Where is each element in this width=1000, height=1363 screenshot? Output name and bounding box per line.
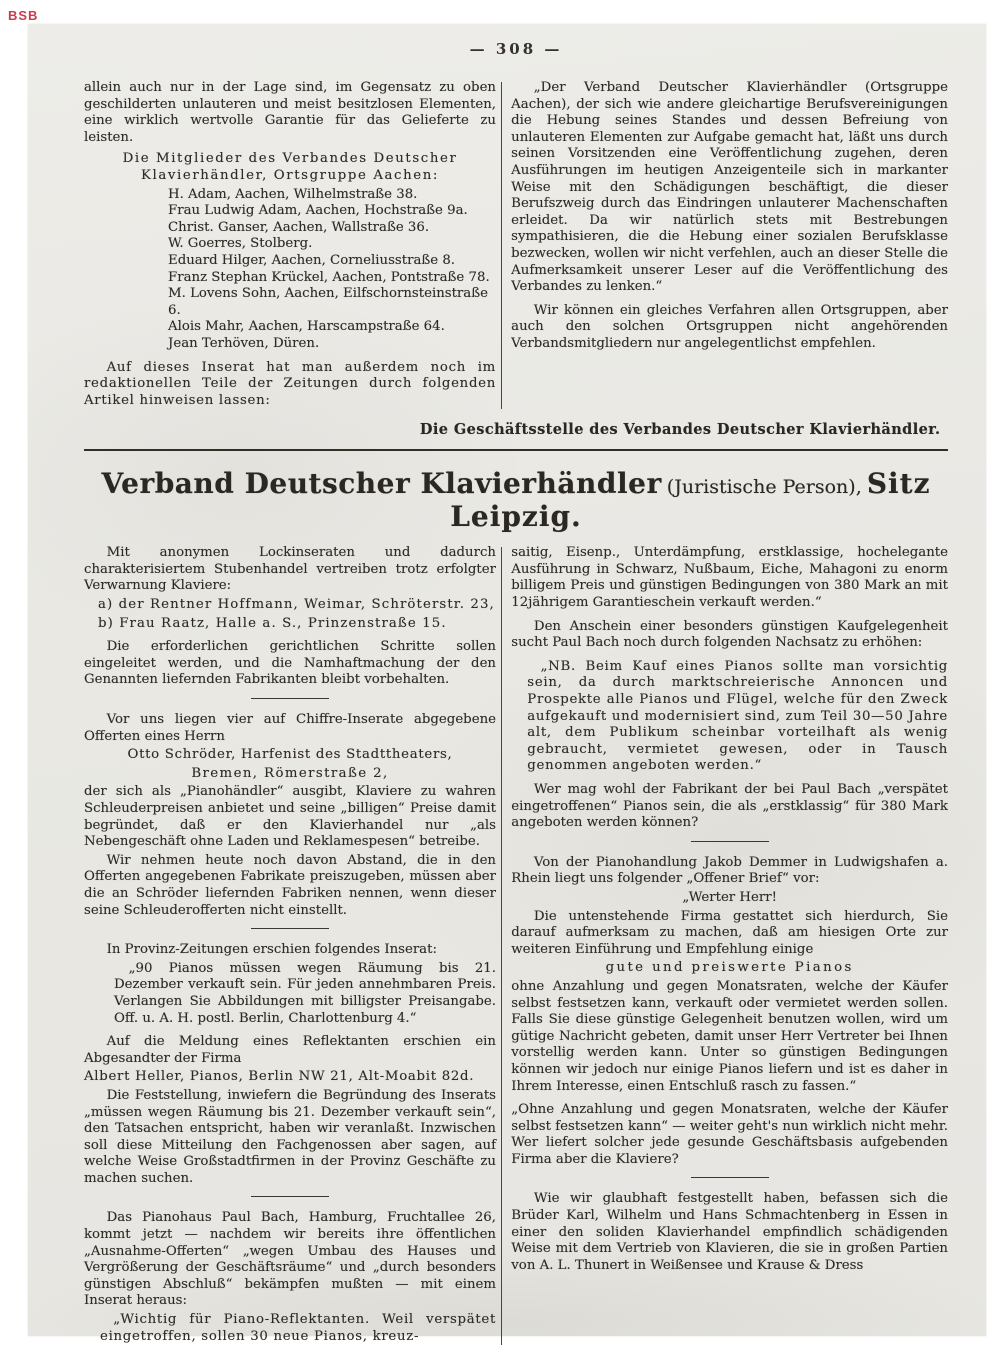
- member-entry: Franz Stephan Krückel, Aachen, Pontstraße 78.: [168, 269, 490, 285]
- article-title-sub: (Juristische Person),: [666, 476, 862, 499]
- quoted-advert: „Wichtig für Piano-Reflektanten. Weil verspätet eingetroffen, sollen 30 neue Pianos, kreuz-: [100, 1312, 496, 1344]
- member-entry: W. Goerres, Stolberg.: [168, 236, 313, 252]
- paragraph: Von der Pianohandlung Jakob Demmer in Ludwigshafen a. Rhein liegt uns folgender „Offener Brief“ vor:: [511, 854, 948, 887]
- centered-line: Otto Schröder, Harfenist des Stadttheaters,: [127, 747, 453, 763]
- paragraph: Das Pianohaus Paul Bach, Hamburg, Fruchtallee 26, kommt jetzt — nachdem wir bereits ihre öffentlichen „Ausnahme-Offerten“ „wegen Umbau des Hauses und Vergrößerung der Geschäftsräume“ und „durch besonders günstigen Abschluß“ bekämpfen mußten — mit einem Inserat heraus:: [84, 1210, 496, 1309]
- intro-section: [84, 80, 948, 411]
- article-right-column: [511, 545, 948, 1347]
- members-heading: Die Mitglieder des Verbandes Deutscher Klavierhändler, Ortsgruppe Aachen:: [122, 151, 458, 183]
- paragraph: Auf dieses Inserat hat man außerdem noch im redaktionellen Teile der Zeitungen durch folgenden Artikel hinweisen lassen:: [84, 359, 496, 408]
- scanned-page: [28, 24, 986, 1344]
- paragraph: Auf die Meldung eines Reflektanten erschien ein Abgesandter der Firma: [84, 1034, 496, 1066]
- section-divider-rule: [691, 841, 769, 842]
- article-title-main: Verband Deutscher Klavierhändler: [101, 467, 662, 501]
- member-entry: Eduard Hilger, Aachen, Corneliusstraße 8.: [168, 252, 456, 268]
- paragraph: Die untenstehende Firma gestattet sich hierdurch, Sie darauf aufmerksam zu machen, daß am hiesigen Orte zur weiteren Einführung und Empfehlung einige: [511, 908, 948, 957]
- member-entry: Jean Terhöven, Düren.: [168, 335, 320, 351]
- section-divider-rule: [251, 1196, 329, 1197]
- paragraph: ohne Anzahlung und gegen Monatsraten, welche der Käufer selbst festsetzen kann, verkauft oder vermietet werden sollen. Falls Sie diese günstige Gelegenheit benutzen wollen, wird um gütige Nachricht gebeten, damit unser Herr Vertreter bei Ihnen vorstellig werden kann. Unter so günstigen Bedingungen können wir jedoch nur einige Pianos liefern und ist es daher in Ihrem Interesse, einen Entschluß rasch zu fassen.“: [511, 978, 948, 1094]
- section-divider-rule: [251, 928, 329, 929]
- paragraph: Wir können ein gleiches Verfahren allen Ortsgruppen, aber auch den solchen Ortsgruppen nicht angehörenden Verbandsmitgliedern nur angelegentlichst empfehlen.: [511, 302, 948, 351]
- paragraph: der sich als „Pianohändler“ ausgibt, Klaviere zu wahren Schleuderpreisen anbietet und seine „billigen“ Preise damit begründet, daß er den Klavierhandel nur „als Nebengeschäft ohne Laden und Reklamespesen“ betreibe.: [84, 784, 496, 850]
- member-entry: Frau Ludwig Adam, Aachen, Hochstraße 9a.: [168, 203, 468, 219]
- centered-line: Bremen, Römerstraße 2,: [191, 765, 389, 781]
- intro-left-column: [84, 80, 496, 411]
- paragraph: Die erforderlichen gerichtlichen Schritte sollen eingeleitet werden, und die Namhaftmachung der den Genannten liefernden Fabrikanten bleibt vorbehalten.: [84, 639, 496, 688]
- member-entry: H. Adam, Aachen, Wilhelmstraße 38.: [168, 186, 418, 202]
- firm-line: Albert Heller, Pianos, Berlin NW 21, Alt-Moabit 82d.: [84, 1069, 475, 1085]
- paragraph: „Ohne Anzahlung und gegen Monatsraten, welche der Käufer selbst festsetzen kann“ — weiter geht's nun wirklich nicht mehr. Wer liefert solcher jede gesunde Geschäftsbasis aufgebenden Firma aber die Klaviere?: [511, 1102, 948, 1167]
- member-entry: Christ. Ganser, Aachen, Wallstraße 36.: [168, 219, 430, 235]
- paragraph: Vor uns liegen vier auf Chiffre-Inserate abgegebene Offerten eines Herrn: [84, 712, 496, 744]
- paragraph: Wer mag wohl der Fabrikant der bei Paul Bach „verspätet eingetroffenen“ Pianos sein, die als „erstklassig“ für 380 Mark angeboten werden können?: [511, 782, 948, 831]
- centered-spaced-line: gute und preiswerte Pianos: [605, 960, 854, 976]
- member-entry: Alois Mahr, Aachen, Harscampstraße 64.: [168, 319, 445, 335]
- paragraph: Wie wir glaubhaft festgestellt haben, befassen sich die Brüder Karl, Wilhelm und Hans Schmachtenberg in Essen in einer den soliden Klavierhandel empfindlich schädigenden Weise mit dem Vertrieb von Klavieren, die sie in großen Partien von A. L. Thunert in Weißensee und Krause & Dress: [511, 1191, 948, 1273]
- bsb-watermark: BSB: [8, 8, 39, 23]
- page-number: — 308 —: [469, 40, 563, 58]
- section-divider-rule: [251, 698, 329, 699]
- paragraph: Die Feststellung, inwiefern die Begründung des Inserats „müssen wegen Räumung bis 21. Dezember verkauft sein“, den Tatsachen entspricht, haben wir veranlaßt. Inzwischen soll diese Mitteilung den Fachgenossen aber sagen, auf welche Weise Großstadtfirmen in der Provinz Geschäfte zu machen suchen.: [84, 1087, 496, 1186]
- signature-line: Die Geschäftsstelle des Verbandes Deutscher Klavierhändler.: [419, 421, 941, 439]
- article-title: [84, 467, 948, 533]
- article-section: [84, 545, 948, 1347]
- paragraph: In Provinz-Zeitungen erschien folgendes Inserat:: [106, 942, 437, 958]
- article-title-tail: Sitz Leipzig.: [450, 467, 931, 534]
- section-divider-rule: [691, 1177, 769, 1178]
- paragraph: Wir nehmen heute noch davon Abstand, die in den Offerten angegebenen Fabrikate preiszugeben, müssen aber die an Schröder liefernden Fabriken nennen, wenn dieser seine Schleuderofferten nicht einstellt.: [84, 852, 496, 918]
- quoted-advert: „NB. Beim Kauf eines Pianos sollte man vorsichtig sein, da durch marktschreierische Annoncen und Prospekte alle Pianos und Flügel, welche für den Zweck aufgekauft und modernisiert sind, zum Teil 30—50 Jahre alt, dem Publikum scheinbar vorteilhaft als wenig gebraucht, vermietet gewesen, oder in Tausch genommen angeboten werden.“: [527, 658, 948, 774]
- list-item-a: a) der Rentner Hoffmann, Weimar, Schröterstr. 23,: [98, 597, 495, 613]
- quoted-advert: „90 Pianos müssen wegen Räumung bis 21. Dezember verkauft sein. Für jeden annehmbaren Preis. Verlangen Sie Abbildungen mit billigster Preisangabe. Off. u. A. H. postl. Berlin, Charlottenburg 4.“: [114, 960, 496, 1026]
- list-item-b: b) Frau Raatz, Halle a. S., Prinzenstraße 15.: [98, 615, 447, 631]
- paragraph: „Der Verband Deutscher Klavierhändler (Ortsgruppe Aachen), der sich wie andere gleichartige Berufsvereinigungen die Hebung seines Standes und dessen Befreiung von unlauteren Elementen zur Aufgabe gemacht hat, läßt uns durch seinen Vorsitzenden eine Veröffentlichung zugehen, deren Ausführungen im heutigen Anzeigenteile sich in markanter Weise mit den Schädigungen beschäftigt, die dieser Berufszweig durch das Eindringen unlauterer Machenschaften erleidet. Da wir natürlich stets mit Bestrebungen sympathisieren, die die Hebung einer sozialen Berufsklasse bezwecken, wollen wir nicht verfehlen, auch an dieser Stelle die Aufmerksamkeit unserer Leser auf die Veröffentlichung des Verbandes zu lenken.“: [511, 80, 948, 295]
- paragraph: Den Anschein einer besonders günstigen Kaufgelegenheit sucht Paul Bach noch durch folgenden Nachsatz zu erhöhen:: [511, 618, 948, 651]
- paragraph: saitig, Eisenp., Unterdämpfung, erstklassige, hochelegante Ausführung in Schwarz, Nußbaum, Eiche, Mahagoni zu enorm billigem Preis und günstigen Bedingungen von 380 Mark an mit 12jährigem Garantieschein verkauft werden.“: [511, 545, 948, 611]
- intro-right-column: [511, 80, 948, 411]
- paragraph: allein auch nur in der Lage sind, im Gegensatz zu oben geschilderten unlauteren und meist besitzlosen Elementen, eine wirklich wertvolle Garantie für das Gelieferte zu leisten.: [84, 80, 496, 145]
- horizontal-rule: [84, 449, 948, 451]
- member-entry: M. Lovens Sohn, Aachen, Eilfschornsteinstraße 6.: [168, 286, 488, 318]
- article-left-column: [84, 545, 496, 1347]
- centered-line: „Werter Herr!: [682, 889, 777, 905]
- paragraph: Mit anonymen Lockinseraten und dadurch charakterisiertem Stubenhandel vertreiben trotz erfolgter Verwarnung Klaviere:: [84, 545, 496, 594]
